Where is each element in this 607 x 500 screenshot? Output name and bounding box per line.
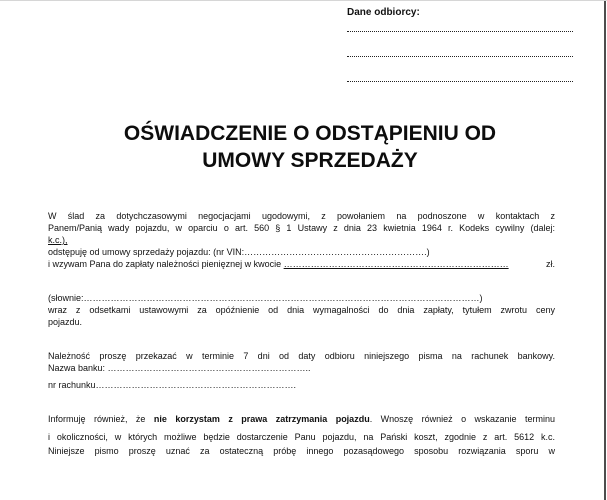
interest-line-1: wraz z odsetkami ustawowymi za opóźnienie od dnia wymagalności do dnia zapłaty, tytułem zwrotu ceny — [48, 305, 555, 315]
document-title — [60, 120, 560, 174]
bank-name-line: Nazwa banku: ………………………………………………………….. — [48, 363, 311, 373]
recipient-line-3[interactable] — [347, 81, 573, 82]
document-body — [48, 210, 555, 457]
paragraph-1-line-2: Panem/Panią wady pojazdu, w oparciu o art. 560 § 1 Ustawy z dnia 23 kwietnia 1964 r. Kodeks cywilny (dalej: — [48, 223, 555, 233]
interest-line-2: pojazdu. — [48, 317, 83, 327]
recipient-line-2[interactable] — [347, 56, 573, 57]
title-line-1: OŚWIADCZENIE O ODSTĄPIENIU OD — [123, 122, 497, 145]
page-top-edge — [0, 0, 607, 1]
payment-amount-field[interactable]: ………………………………………………………………… — [283, 259, 509, 269]
transfer-line: Należność proszę przekazać w terminie 7 dni od daty odbioru niniejszego pisma na rachunek bankowy. — [48, 351, 555, 361]
info-line-3: Niniejsze pismo proszę uznać za ostateczną próbę innego pozasądowego sposobu rozwiązania sporu w — [48, 446, 555, 456]
payment-text: i wzywam Pana do zapłaty należności pienięznej w kwocie ………………………………………………………………… — [48, 259, 509, 269]
vin-line: odstępuję od umowy sprzedaży pojazdu: (nr VIN:…………………………………………………….) — [48, 247, 430, 257]
kc-abbrev: k.c.), — [48, 235, 68, 245]
payment-currency: zł. — [546, 259, 555, 269]
recipient-line-1[interactable] — [347, 31, 573, 32]
account-number-line: nr rachunku…………………………………………………………. — [48, 380, 297, 390]
paragraph-1-line-1: W ślad za dotychczasowymi negocjacjami ugodowymi, z powołaniem na podnoszone w kontaktach z — [48, 211, 555, 221]
amount-in-words-line: (słownie:……………………………………………………………………………………………………………………) — [48, 293, 483, 303]
no-retention-statement: nie korzystam z prawa zatrzymania pojazdu — [153, 414, 370, 424]
title-line-2: UMOWY SPRZEDAŻY — [202, 149, 418, 172]
recipient-block — [347, 7, 577, 106]
info-line-2: i okoliczności, w których możliwe będzie dostarczenie Panu pojazdu, na Pański koszt, zgodnie z art. 5612 k.c. — [48, 432, 555, 442]
recipient-label: Dane odbiorcy: — [347, 7, 420, 18]
payment-line — [48, 258, 555, 270]
paragraph-1-line-3 — [48, 234, 555, 246]
info-line-1: Informuję również, że nie korzystam z prawa zatrzymania pojazdu. Wnoszę również o wskazanie terminu — [48, 414, 556, 424]
